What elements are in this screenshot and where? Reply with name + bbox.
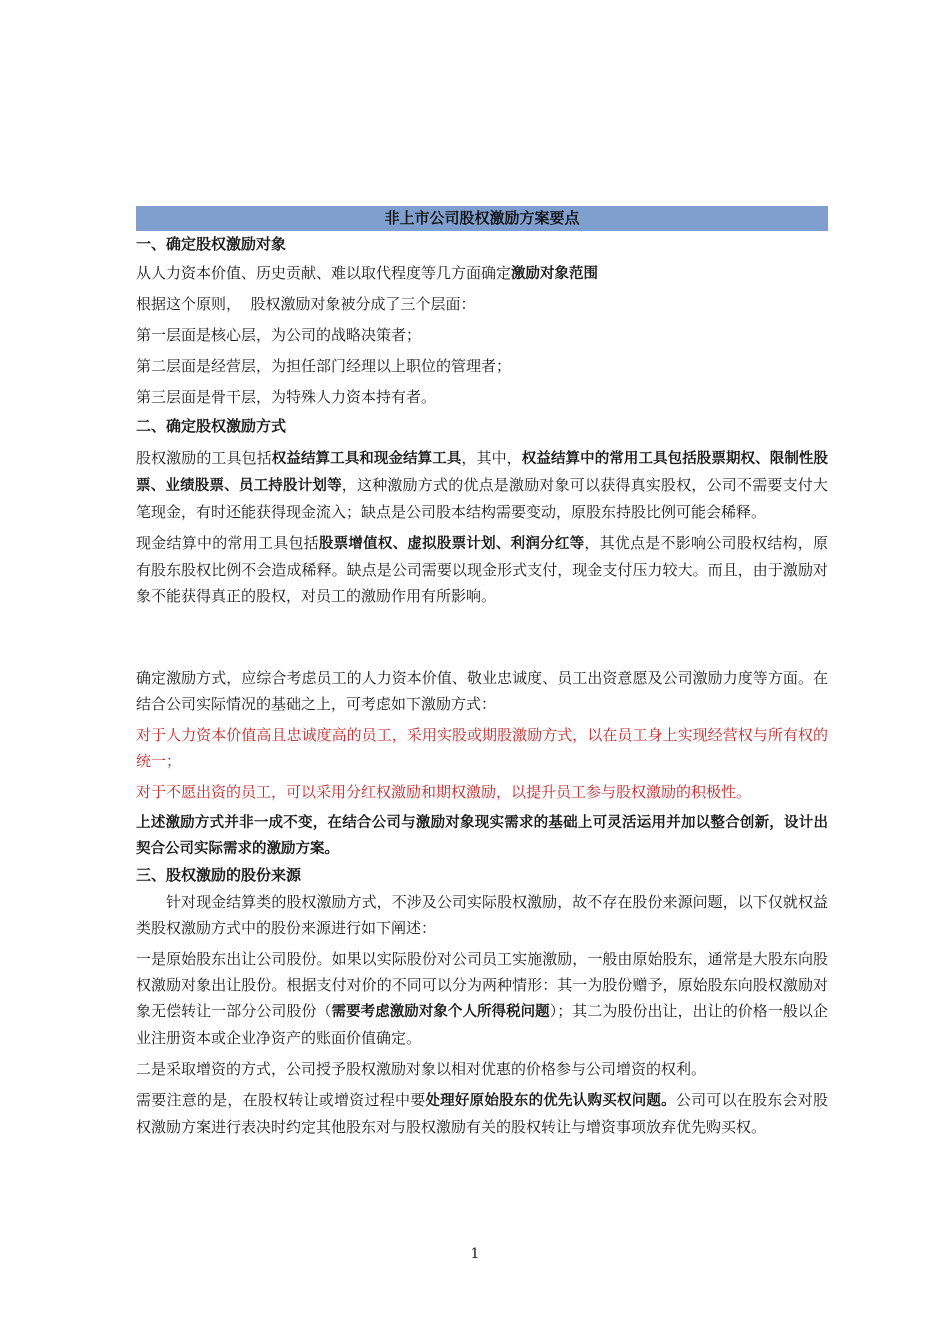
s1-paragraph-4: 第二层面是经营层，为担任部门经理以上职位的管理者； <box>136 357 512 375</box>
text-run: 公司可以在股东会对股权激励方案进行表决时约定其他股东对与股权激励有关的股权转让与增资事项放弃优先购买权。 <box>136 1091 829 1136</box>
s2-paragraph-5: 对于不愿出资的员工，可以采用分红权激励和期权激励，以提升员工参与股权激励的积极性。 <box>136 783 752 801</box>
s1-paragraph-5: 第三层面是骨干层，为特殊人力资本持有者。 <box>136 388 437 406</box>
document-body <box>136 206 828 1140</box>
text-run: ，其优点是不影响公司股权结构，原有股东股权比例不会造成稀释。缺点是公司需要以现金形式支付，现金支付压力较大。而且，由于激励对象不能获得真正的股权，对员工的激励作用有所影响。 <box>136 534 828 605</box>
s3-paragraph-4 <box>136 1087 828 1140</box>
s2-paragraph-6: 上述激励方式并非一成不变，在结合公司与激励对象现实需求的基础上可灵活运用并加以整合创新，设计出契合公司实际需求的激励方案。 <box>136 815 828 857</box>
text-run: 现金结算中的常用工具包括 <box>136 534 319 552</box>
text-run: ）；其二为股份出让，出让的价格一般以企业注册资本或企业净资产的账面价值确定。 <box>136 1002 828 1047</box>
bold-run: 处理好原始股东的优先认购买权问题。 <box>425 1093 676 1109</box>
document-title: 非上市公司股权激励方案要点 <box>136 206 828 231</box>
text-run: 股权激励的工具包括 <box>136 449 272 467</box>
s2-paragraph-4: 对于人力资本价值高且忠诚度高的员工，采用实股或期股激励方式，以在员工身上实现经营权与所有权的统一； <box>136 726 828 770</box>
text-run: ，这种激励方式的优点是激励对象可以获得真实股权，公司不需要支付大笔现金，有时还能获得现金流入；缺点是公司股本结构需要变动，原股东持股比例可能会稀释。 <box>136 476 828 521</box>
section-1-heading: 一、确定股权激励对象 <box>136 235 287 253</box>
s1-paragraph-3: 第一层面是核心层，为公司的战略决策者； <box>136 326 422 344</box>
s2-paragraph-3: 确定激励方式，应综合考虑员工的人力资本价值、敬业忠诚度、员工出资意愿及公司激励力度等方面。在结合公司实际情况的基础之上，可考虑如下激励方式： <box>136 669 828 713</box>
s2-paragraph-2 <box>136 530 828 609</box>
bold-run: 权益结算中的常用工具包括股票期权、限制性股票、业绩股票、员工持股计划等 <box>136 451 828 494</box>
s1-paragraph-2: 根据这个原则， 股权激励对象被分成了三个层面： <box>136 295 476 313</box>
text-run: 从人力资本价值、历史贡献、难以取代程度等几方面确定 <box>136 264 512 282</box>
s3-paragraph-2 <box>136 946 828 1051</box>
s1-paragraph-1 <box>136 258 828 289</box>
page-number: 1 <box>470 1246 480 1262</box>
text-run: ，其中， <box>461 449 522 467</box>
bold-run: 权益结算工具和现金结算工具 <box>271 451 462 467</box>
bold-run: 激励对象范围 <box>511 266 599 282</box>
text-run: 需要注意的是，在股权转让或增资过程中要 <box>136 1091 426 1109</box>
section-3-heading: 三、股权激励的股份来源 <box>136 866 302 884</box>
s3-paragraph-1: 针对现金结算类的股权激励方式，不涉及公司实际股权激励，故不存在股份来源问题，以下仅就权益类股权激励方式中的股份来源进行如下阐述： <box>136 893 828 937</box>
text-run: 一是原始股东出让公司股份。如果以实际股份对公司员工实施激励，一般由原始股东，通常是大股东向股权激励对象出让股份。根据支付对价的不同可以分为两种情形：其一为股份赠予，原始股东向股权激励对象无偿转让一部分公司股份（ <box>136 950 828 1020</box>
bold-run: 股票增值权、虚拟股票计划、利润分红等 <box>318 536 585 552</box>
s2-paragraph-1 <box>136 445 828 525</box>
bold-run: 需要考虑激励对象个人所得税问题 <box>331 1004 550 1020</box>
section-2-heading: 二、确定股权激励方式 <box>136 417 287 435</box>
s3-paragraph-3: 二是采取增资的方式，公司授予股权激励对象以相对优惠的价格参与公司增资的权利。 <box>136 1060 707 1078</box>
